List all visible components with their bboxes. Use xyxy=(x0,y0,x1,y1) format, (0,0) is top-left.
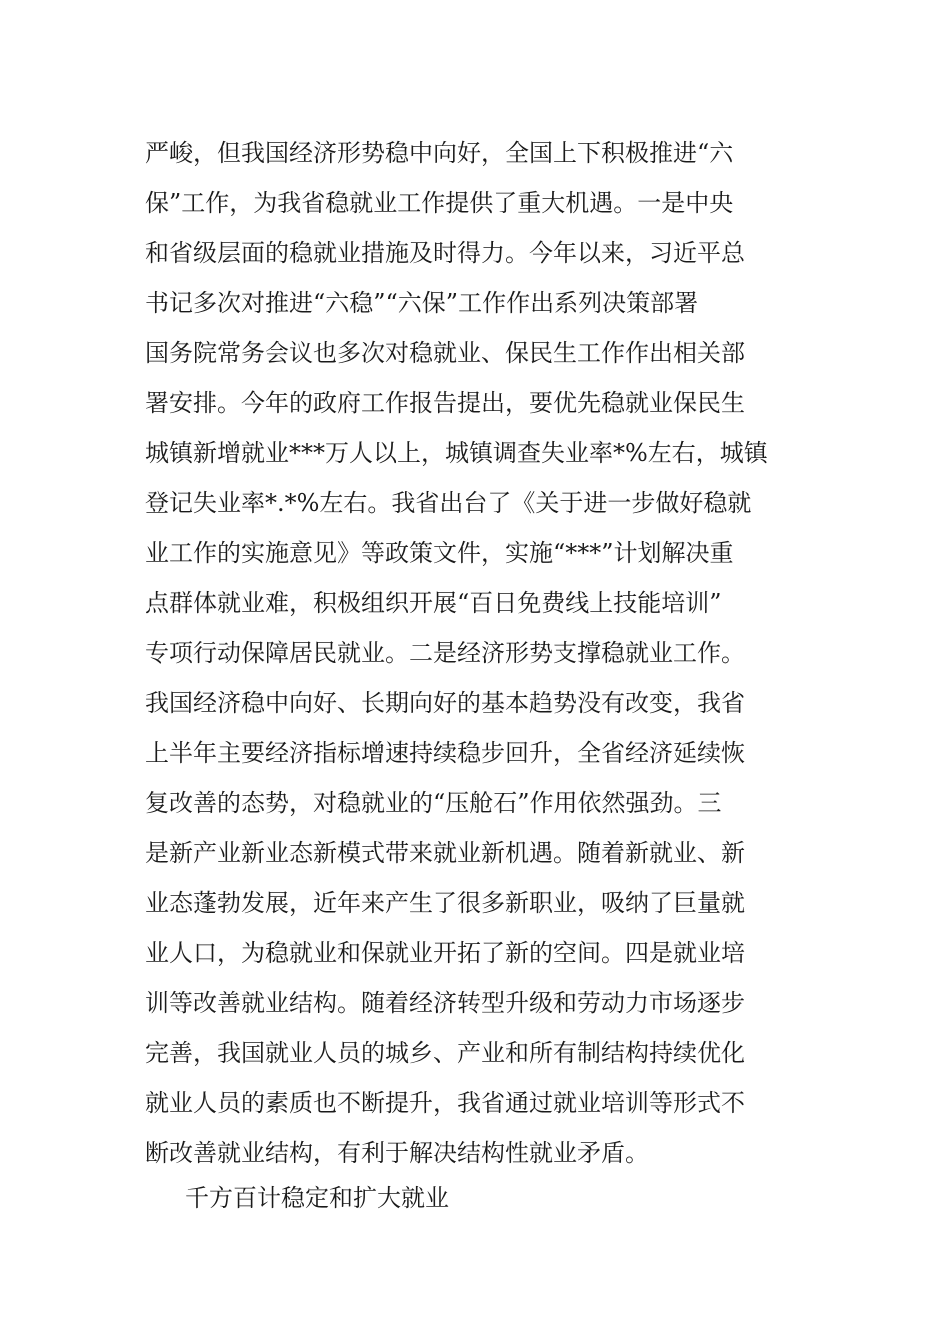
section-heading: 千方百计稳定和扩大就业 xyxy=(185,1184,449,1212)
text-line-4: 书记多次对推进“六稳”“六保”工作作出系列决策部署 xyxy=(145,289,699,317)
text-line-11: 专项行动保障居民就业。二是经济形势支撑稳就业工作。 xyxy=(145,639,745,667)
text-line-2: 保”工作，为我省稳就业工作提供了重大机遇。一是中央 xyxy=(145,189,734,217)
text-line-6: 署安排。今年的政府工作报告提出，要优先稳就业保民生 xyxy=(145,389,745,417)
text-line-12: 我国经济稳中向好、长期向好的基本趋势没有改变，我省 xyxy=(145,689,745,717)
text-line-3: 和省级层面的稳就业措施及时得力。今年以来，习近平总 xyxy=(145,239,745,267)
text-line-8: 登记失业率*.*%左右。我省出台了《关于进一步做好稳就 xyxy=(145,489,752,517)
text-line-19: 完善，我国就业人员的城乡、产业和所有制结构持续优化 xyxy=(145,1039,745,1067)
text-line-10: 点群体就业难，积极组织开展“百日免费线上技能培训” xyxy=(145,589,722,617)
text-line-17: 业人口，为稳就业和保就业开拓了新的空间。四是就业培 xyxy=(145,939,745,967)
text-line-20: 就业人员的素质也不断提升，我省通过就业培训等形式不 xyxy=(145,1089,745,1117)
body-paragraph xyxy=(145,128,815,1178)
text-line-18: 训等改善就业结构。随着经济转型升级和劳动力市场逐步 xyxy=(145,989,745,1017)
text-line-14: 复改善的态势，对稳就业的“压舱石”作用依然强劲。三 xyxy=(145,789,722,817)
text-line-21: 断改善就业结构，有利于解决结构性就业矛盾。 xyxy=(145,1139,649,1167)
text-line-7: 城镇新增就业***万人以上，城镇调查失业率*%左右，城镇 xyxy=(145,439,768,467)
text-line-1: 严峻，但我国经济形势稳中向好，全国上下积极推进“六 xyxy=(145,139,734,167)
text-line-13: 上半年主要经济指标增速持续稳步回升，全省经济延续恢 xyxy=(145,739,745,767)
text-line-5: 国务院常务会议也多次对稳就业、保民生工作作出相关部 xyxy=(145,339,745,367)
text-line-16: 业态蓬勃发展，近年来产生了很多新职业，吸纳了巨量就 xyxy=(145,889,745,917)
text-line-9: 业工作的实施意见》等政策文件，实施“***”计划解决重 xyxy=(145,539,734,567)
text-line-15: 是新产业新业态新模式带来就业新机遇。随着新就业、新 xyxy=(145,839,745,867)
